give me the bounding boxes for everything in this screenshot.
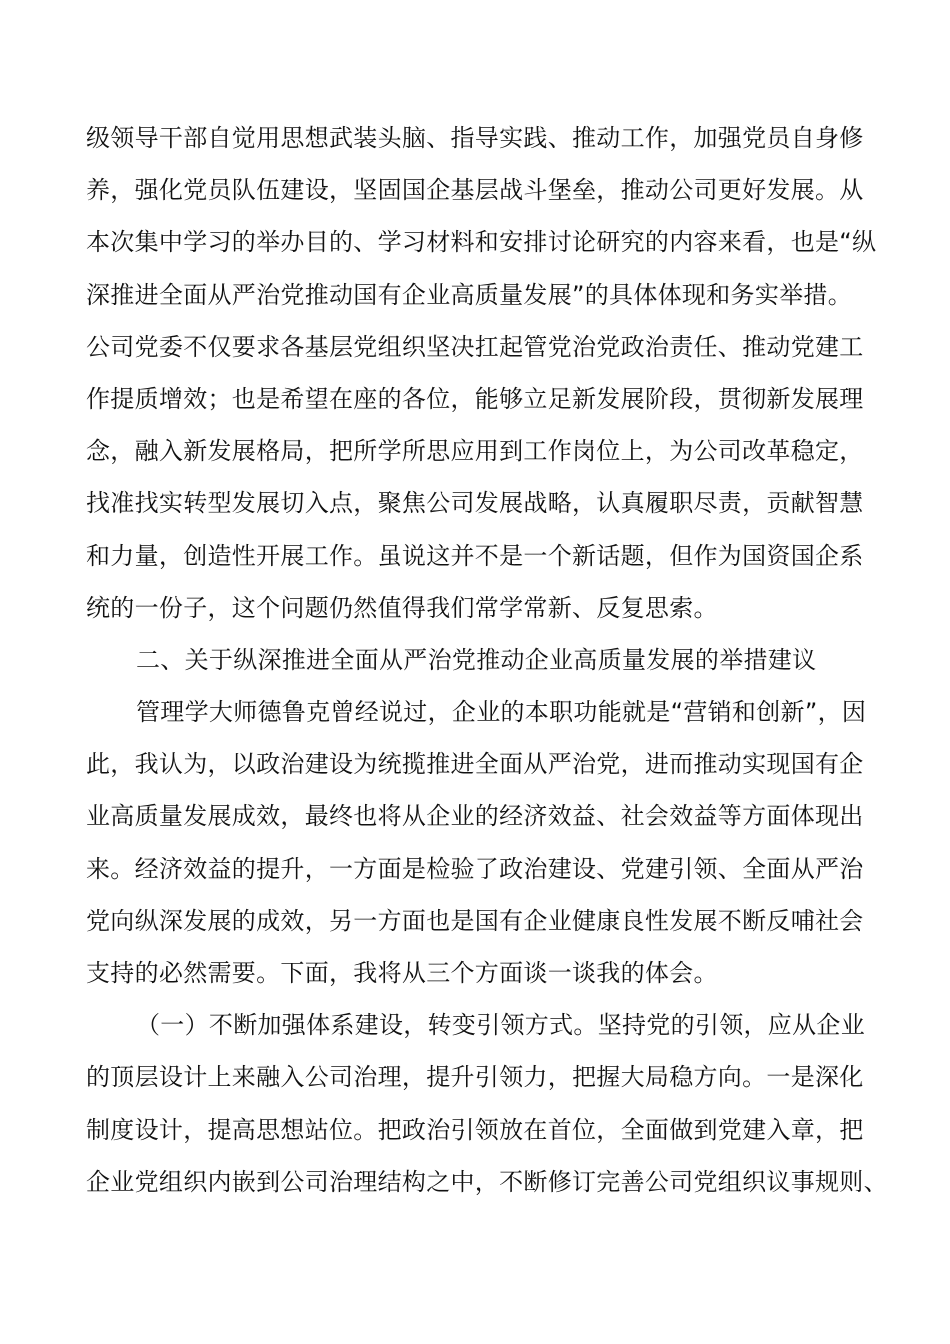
text-line: 养，强化党员队伍建设，坚固国企基层战斗堡垒，推动公司更好发展。从 [86,176,864,205]
text-line: 和力量，创造性开展工作。虽说这并不是一个新话题，但作为国资国企系 [86,541,864,570]
text-line: 支持的必然需要。下面，我将从三个方面谈一谈我的体会。 [86,959,718,987]
text-line: 找准找实转型发展切入点，聚焦公司发展战略，认真履职尽责，贡献智慧 [86,489,864,518]
paragraph-first-line: 管理学大师德鲁克曾经说过，企业的本职功能就是“营销和创新”，因 [136,698,867,727]
text-line: 作提质增效；也是希望在座的各位，能够立足新发展阶段，贯彻新发展理 [86,384,864,413]
document-body [86,112,888,1208]
text-line: 深推进全面从严治党推动国有企业高质量发展”的具体体现和务实举措。 [86,280,853,309]
text-line: 企业党组织内嵌到公司治理结构之中，不断修订完善公司党组织议事规则、 [86,1167,888,1196]
text-line: 念，融入新发展格局，把所学所思应用到工作岗位上，为公司改革稳定， [86,437,864,466]
text-line: 此，我认为，以政治建设为统揽推进全面从严治党，进而推动实现国有企 [86,750,864,779]
text-line: 来。经济效益的提升，一方面是检验了政治建设、党建引领、全面从严治 [86,854,864,883]
text-line: 党向纵深发展的成效，另一方面也是国有企业健康良性发展不断反哺社会 [86,906,864,935]
subsection-first-line: （一）不断加强体系建设，转变引领方式。坚持党的引领，应从企业 [136,1011,865,1040]
text-line: 的顶层设计上来融入公司治理，提升引领力，把握大局稳方向。一是深化 [86,1063,864,1092]
text-line: 制度设计，提高思想站位。把政治引领放在首位，全面做到党建入章，把 [86,1115,864,1144]
text-line: 公司党委不仅要求各基层党组织坚决扛起管党治党政治责任、推动党建工 [86,332,864,361]
text-line: 业高质量发展成效，最终也将从企业的经济效益、社会效益等方面体现出 [86,802,864,831]
section-heading: 二、关于纵深推进全面从严治党推动企业高质量发展的举措建议 [136,645,817,674]
text-line: 统的一份子，这个问题仍然值得我们常学常新、反复思索。 [86,593,718,622]
text-line: 本次集中学习的举办目的、学习材料和安排讨论研究的内容来看，也是“纵 [86,228,877,257]
text-line: 级领导干部自觉用思想武装头脑、指导实践、推动工作，加强党员自身修 [86,124,864,152]
